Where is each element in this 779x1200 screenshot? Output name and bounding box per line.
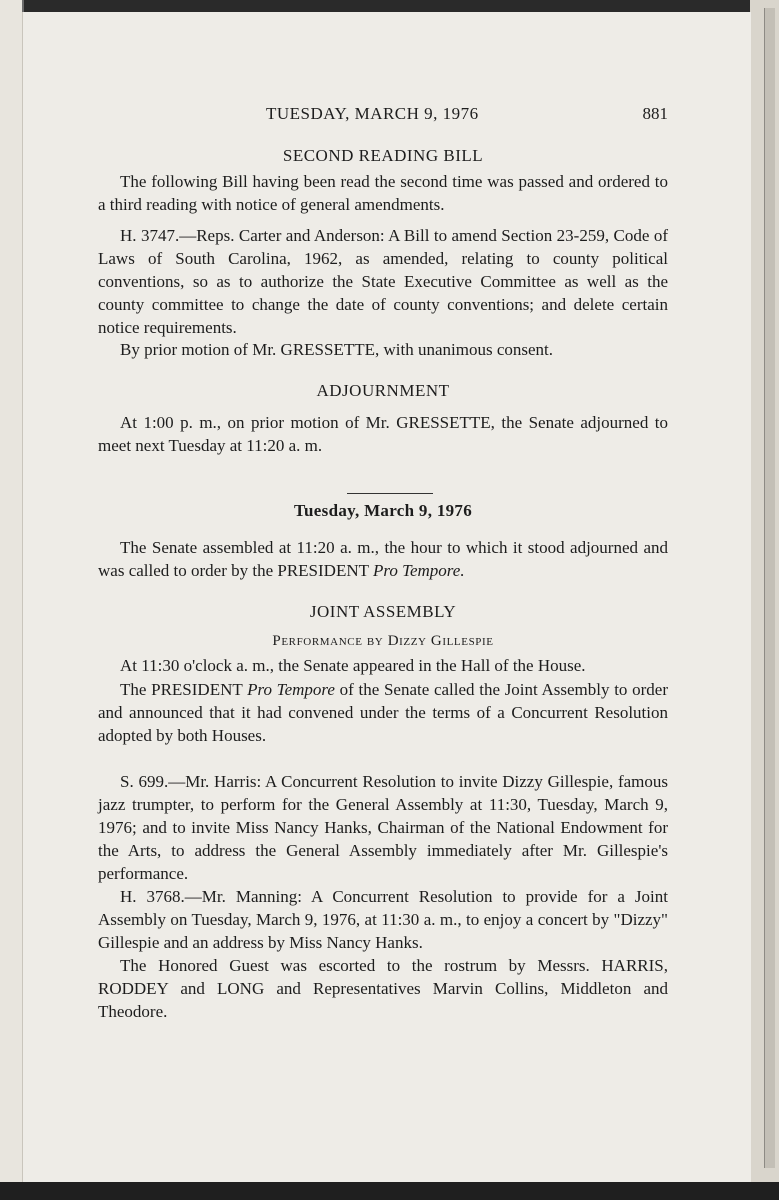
joint-assembly-p2-b: of the Senate called the Joint Assembly to order and announced that it had convened under the terms of a Concurrent Resolution adopted by both Houses. — [98, 680, 668, 745]
scan-bottom-edge — [0, 1182, 779, 1200]
document-page — [22, 12, 751, 1182]
running-header — [98, 102, 668, 124]
section-heading-joint-assembly: JOINT ASSEMBLY — [309, 602, 457, 621]
session-text-italic: Pro Tempore. — [372, 561, 465, 580]
adjournment-text: At 1:00 p. m., on prior motion of Mr. GRESSETTE, the Senate adjourned to meet next Tuesday at 11:20 a. m. — [98, 413, 668, 455]
bill-h3747: H. 3747.—Reps. Carter and Anderson: A Bill to amend Section 23-259, Code of Laws of South Carolina, 1962, as amended, relating to county political conventions, so as to authorize the State Executive Committee as well as the county committee to change the date of county conventions; and delete certain notice requirements. — [98, 226, 668, 337]
section-divider — [347, 493, 433, 494]
session-text-main: The Senate assembled at 11:20 a. m., the hour to which it stood adjourned and was called to order by the PRESIDENT — [98, 538, 668, 580]
page-edge-strip — [764, 8, 775, 1168]
second-reading-intro: The following Bill having been read the second time was passed and ordered to a third reading with notice of general amendments. — [98, 172, 668, 214]
resolution-s699: S. 699.—Mr. Harris: A Concurrent Resolution to invite Dizzy Gillespie, famous jazz trumpter, to perform for the General Assembly at 11:30, Tuesday, March 9, 1976; and to invite Miss Nancy Hanks, Chairman of the National Endowment for the Arts, to address the General Assembly immediately after Mr. Gillespie's performance. — [98, 772, 668, 883]
joint-assembly-p2 — [98, 678, 668, 747]
session-date-heading: Tuesday, March 9, 1976 — [293, 501, 473, 520]
page-edge — [750, 0, 779, 1200]
joint-assembly-p1: At 11:30 o'clock a. m., the Senate appeared in the Hall of the House. — [120, 656, 586, 675]
joint-assembly-subheading: Performance by Dizzy Gillespie — [272, 633, 494, 649]
joint-assembly-p2-a: The PRESIDENT — [120, 680, 248, 699]
escort-text: The Honored Guest was escorted to the rostrum by Messrs. HARRIS, RODDEY and LONG and Representatives Marvin Collins, Middleton and Theodore. — [98, 956, 668, 1021]
session-opening-text — [98, 536, 668, 582]
section-heading-adjournment: ADJOURNMENT — [316, 381, 450, 400]
motion-text: By prior motion of Mr. GRESSETTE, with unanimous consent. — [120, 340, 554, 359]
page-number: 881 — [642, 104, 668, 123]
section-heading-second-reading: SECOND READING BILL — [282, 146, 484, 165]
resolution-h3768: H. 3768.—Mr. Manning: A Concurrent Resolution to provide for a Joint Assembly on Tuesday, March 9, 1976, at 11:30 a. m., to enjoy a concert by "Dizzy" Gillespie and an address by Miss Nancy Hanks. — [98, 887, 668, 952]
book-gutter — [0, 0, 24, 1200]
header-title: TUESDAY, MARCH 9, 1976 — [266, 104, 479, 123]
joint-assembly-p2-italic: Pro Tempore — [247, 680, 335, 699]
